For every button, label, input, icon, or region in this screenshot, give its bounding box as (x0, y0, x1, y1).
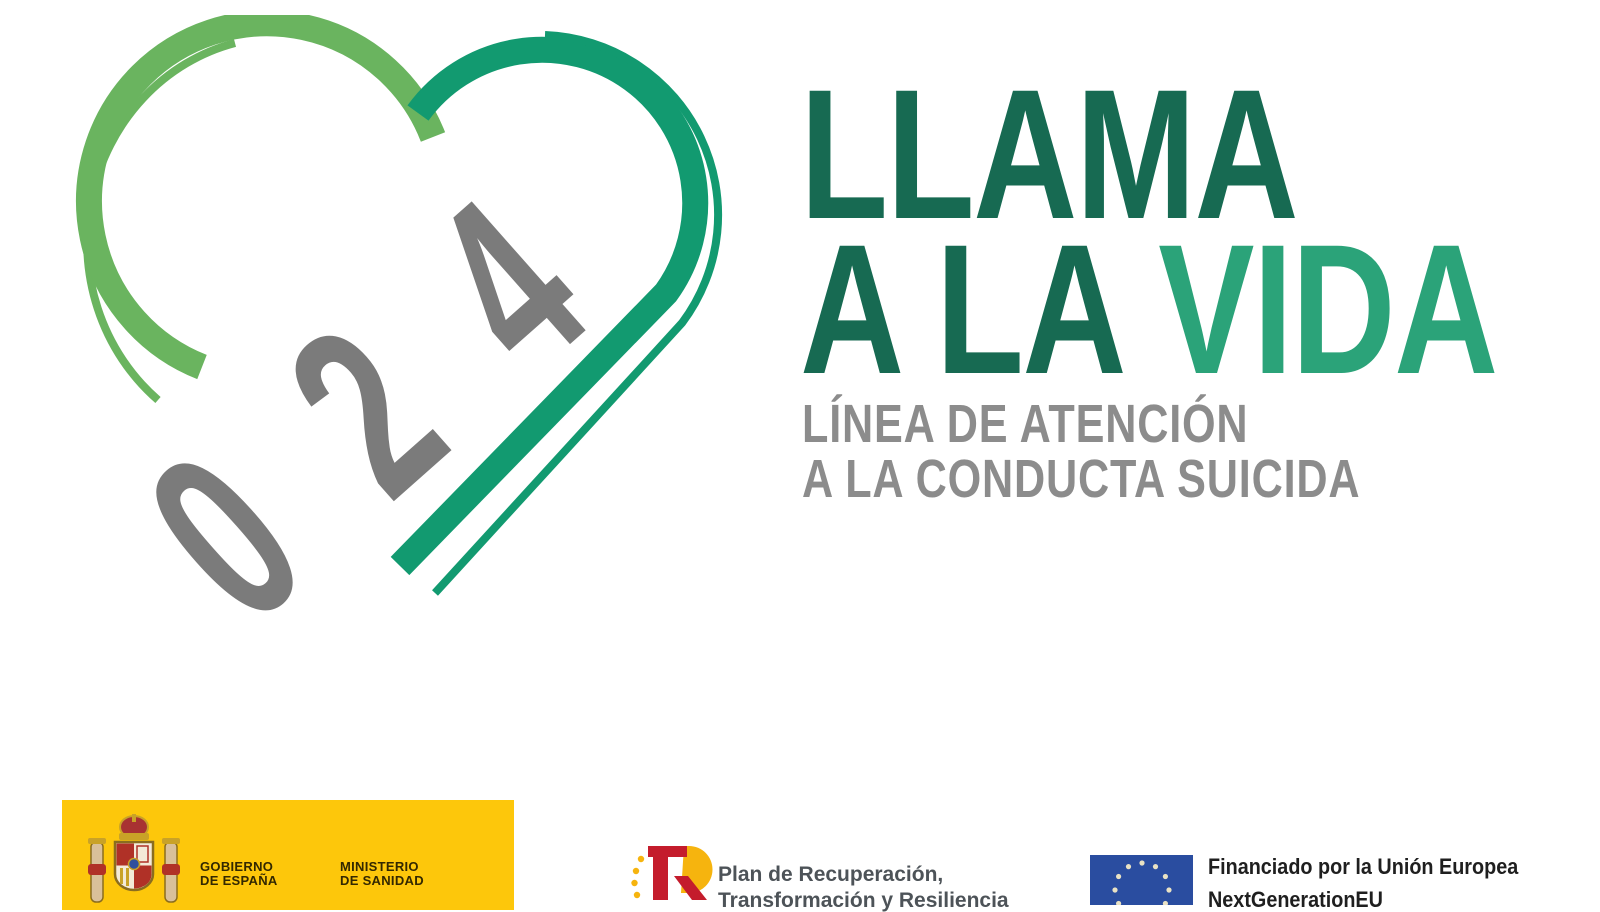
government-label-line1: GOBIERNO (200, 859, 274, 874)
subtitle-line2: A LA CONDUCTA SUICIDA (802, 449, 1361, 509)
government-label (200, 860, 278, 888)
heart-024-logo-icon (55, 15, 755, 675)
government-label-line2: DE ESPAÑA (200, 873, 278, 888)
subtitle-line1: LÍNEA DE ATENCIÓN (802, 394, 1249, 454)
title-line1: LLAMA (800, 52, 1298, 258)
recovery-plan-text-line2: Transformación y Resiliencia (718, 889, 1009, 912)
ministry-label (340, 860, 424, 888)
hotline-digit-0: 0 (98, 402, 351, 671)
ministry-label-line2: DE SANIDAD (340, 873, 424, 888)
title-line2-dark: A LA (800, 207, 1120, 413)
spain-government-banner (62, 800, 514, 910)
hotline-digit-2: 2 (239, 276, 492, 545)
eu-flag-icon (1090, 855, 1193, 905)
recovery-plan-text-line1: Plan de Recuperación, (718, 863, 944, 886)
eu-funding-text-line1: Financiado por la Unión Europea (1208, 854, 1519, 879)
title-line2-light: VIDA (1119, 207, 1497, 413)
title-line2 (800, 207, 1497, 413)
ministry-label-line1: MINISTERIO (340, 859, 419, 874)
hotline-digit-4: 4 (380, 150, 633, 419)
spain-coat-of-arms-icon (84, 812, 184, 910)
recovery-plan-logo-icon (628, 810, 713, 900)
eu-funding-text-line2: NextGenerationEU (1208, 887, 1383, 912)
